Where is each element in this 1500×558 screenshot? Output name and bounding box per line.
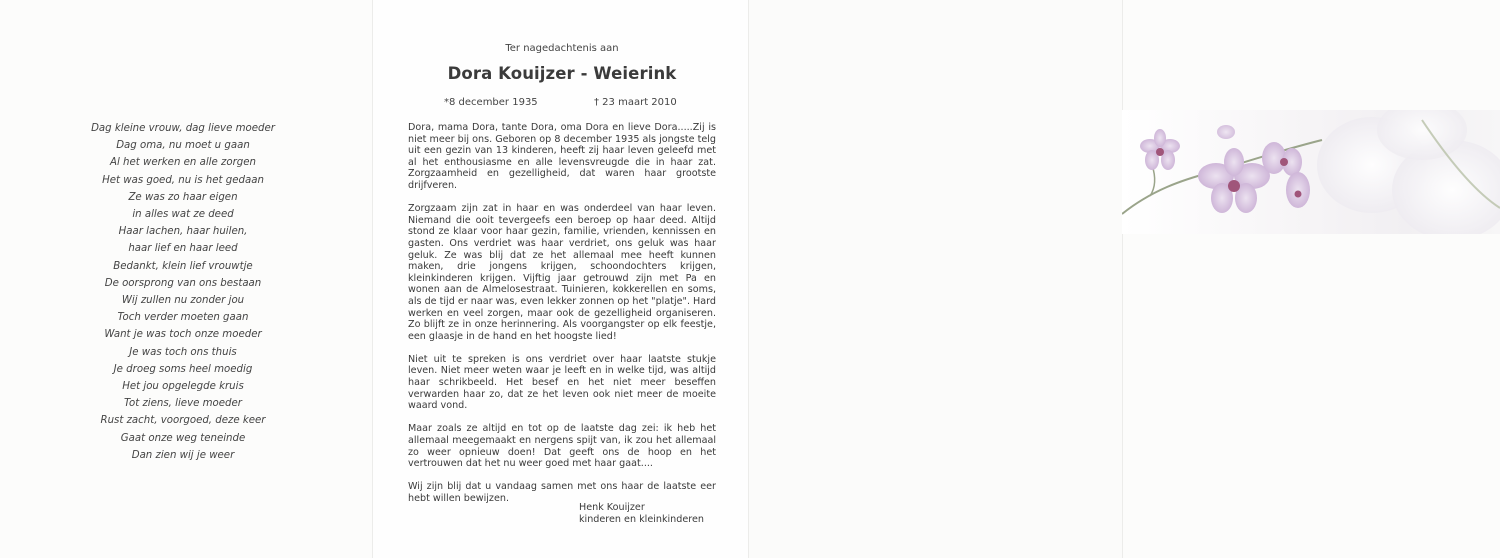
poem-line: Wij zullen nu zonder jou (121, 295, 245, 307)
poem-line: Rust zacht, voorgoed, deze keer (100, 415, 266, 427)
poem-line: Het jou opgelegde kruis (122, 381, 244, 393)
death-date: † 23 maart 2010 (594, 97, 677, 108)
poem-line: Dan zien wij je weer (131, 449, 235, 461)
paragraph: Maar zoals ze altijd en tot op de laatste dag zei: ik heb het allemaal meegemaakt en nergens spijt van, ik zou het allemaal zo weer opnieuw doen! Dat geeft ons de hoop en het vertrouwen dat het nu weer goed met haar gaat.... (408, 423, 716, 470)
poem-line: Ze was zo haar eigen (128, 191, 238, 203)
paragraph: Dora, mama Dora, tante Dora, oma Dora en lieve Dora.....Zij is niet meer bij ons. Geboren op 8 december 1935 als jongste telg uit een gezin van 13 kinderen, heeft zij haar leven geleefd met al het enthousiasme en alle levensvreugde die in haar zat. Zorgzaamheid en gezelligheid, dat waren haar grootste drijfveren. (408, 122, 716, 191)
obituary-text (408, 122, 716, 516)
signature-name: Henk Kouijzer (579, 502, 645, 513)
poem-line: Bedankt, klein lief vrouwtje (113, 260, 253, 272)
paragraph: Zorgzaam zijn zat in haar en was onderdeel van haar leven. Niemand die ooit tevergeefs een beroep op haar deed. Altijd stond ze klaar voor haar gezin, familie, vrienden, kennissen en gasten. Ons verdriet was haar verdriet, ons geluk was haar geluk. Ze was blij dat ze het allemaal mee heeft kunnen maken, drie jongens krijgen, schoondochters krijgen, kleinkinderen krijgen. Vijftig jaar getrouwd zijn met Pa en wonen aan de Almelosestraat. Tuinieren, kokkerellen en soms, als de tijd er naar was, even lekker zonnen op het "platje". Hard werken en veel zorgen, maar ook de gezelligheid organiseren. Zo blijft ze in onze herinnering. Als voorgangster op elk feestje, een glaasje in de hand en het hoogste lied! (408, 203, 717, 342)
poem-line: haar lief en haar leed (128, 243, 238, 255)
fold-line (1122, 0, 1123, 558)
orchid-image (1122, 110, 1500, 234)
blank-panel (748, 0, 1122, 558)
intro-text: Ter nagedachtenis aan (505, 43, 619, 54)
orchid-flowers-icon (1122, 110, 1500, 234)
poem-line: Al het werken en alle zorgen (110, 157, 256, 169)
fold-line (748, 0, 749, 558)
fold-line (372, 0, 373, 558)
poem (60, 120, 306, 464)
paragraph: Niet uit te spreken is ons verdriet over haar laatste stukje leven. Niet meer weten waar je leeft en in welke tijd, was altijd haar schrikbeeld. Het besef en het niet meer beseffen verwarden haar zo, dat ze het leven ook niet meer de moeite waard vond. (408, 353, 716, 412)
poem-line: Tot ziens, lieve moeder (124, 398, 242, 410)
poem-line: Want je was toch onze moeder (104, 329, 262, 341)
birth-date: *8 december 1935 (444, 97, 538, 108)
signature-family: kinderen en kleinkinderen (579, 513, 704, 525)
poem-line: De oorsprong van ons bestaan (104, 277, 262, 289)
cover-panel (1122, 0, 1500, 558)
poem-line: Haar lachen, haar huilen, (118, 226, 248, 238)
poem-line: in alles wat ze deed (132, 209, 234, 221)
poem-line: Dag kleine vrouw, dag lieve moeder (91, 123, 275, 134)
signature (579, 502, 704, 526)
poem-line: Het was goed, nu is het gedaan (102, 174, 264, 186)
paragraph: Wij zijn blij dat u vandaag samen met ons haar de laatste eer hebt willen bewijzen. (408, 481, 716, 504)
poem-line: Toch verder moeten gaan (117, 312, 249, 324)
poem-line: Je droeg soms heel moedig (113, 363, 253, 375)
deceased-name: Dora Kouijzer - Weierink (447, 64, 677, 83)
poem-line: Gaat onze weg teneinde (120, 432, 246, 444)
poem-line: Je was toch ons thuis (129, 346, 237, 358)
poem-line: Dag oma, nu moet u gaan (116, 140, 250, 152)
